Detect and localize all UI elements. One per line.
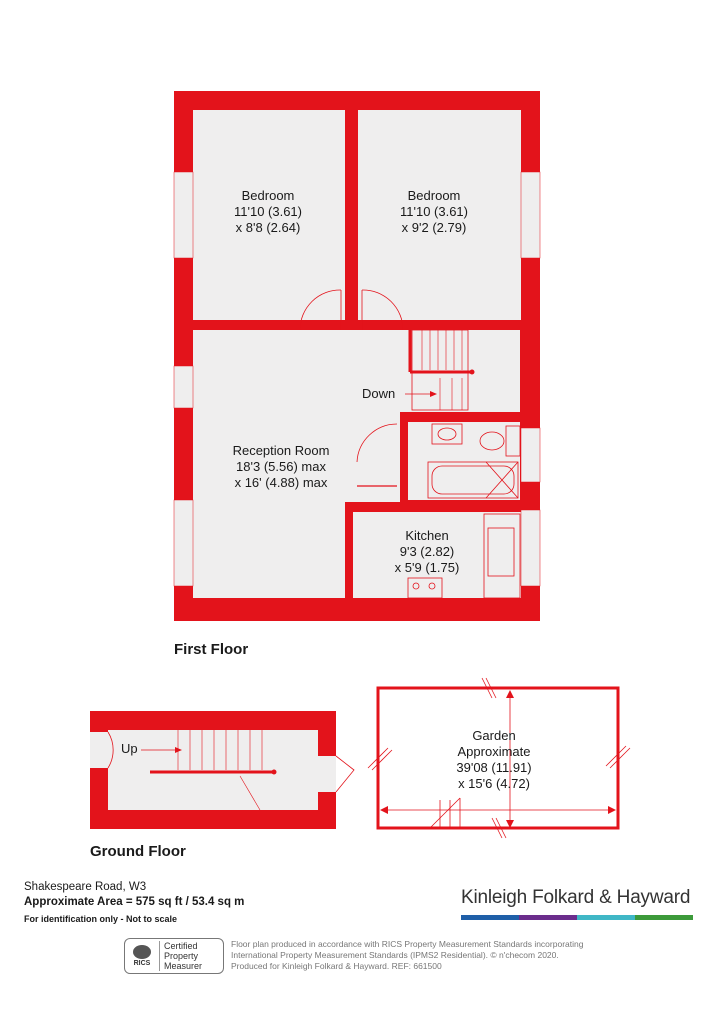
- first-floor-label: First Floor: [174, 641, 249, 658]
- room-dim-2: x 8'8 (2.64): [235, 220, 301, 235]
- rics-logo-icon: [125, 940, 159, 972]
- garden-plan: [368, 678, 630, 838]
- room-dim-1: 9'3 (2.82): [399, 544, 455, 559]
- garden-approx: Approximate: [457, 744, 531, 759]
- agent-logo-text: Kinleigh Folkard & Hayward: [461, 887, 691, 908]
- ground-floor-plan: [90, 711, 354, 860]
- room-dim-1: 11'10 (3.61): [233, 204, 303, 219]
- hall-floor: [343, 412, 400, 502]
- room-dim-2: x 16' (4.88) max: [234, 475, 328, 490]
- garden-name: Garden: [472, 728, 516, 743]
- ground-floor-hall: [108, 730, 318, 810]
- garden-dim-1: 39'08 (11.91): [456, 760, 532, 775]
- disclaimer: Floor plan produced in accordance with RICS Property Measurement Standards incorporating International Property Measurement Standards (IPMS2 Residential). © n'checom 2020. Produced for Kinleigh Folkard & Hayward. REF: 661500: [231, 939, 584, 971]
- rics-text: Certified Property Measurer: [159, 941, 202, 971]
- rics-badge: [124, 938, 224, 974]
- room-dim-2: x 5'9 (1.75): [394, 560, 460, 575]
- rics-word: RICS: [133, 960, 151, 967]
- room-name: Bedroom: [407, 188, 461, 203]
- brand-color-bars: [461, 915, 693, 920]
- garden-dim-2: x 15'6 (4.72): [458, 776, 530, 791]
- address-block: [24, 880, 244, 927]
- address: Shakespeare Road, W3: [24, 881, 147, 893]
- stair-label-down: Down: [362, 386, 396, 401]
- id-note: For identification only - Not to scale: [24, 914, 178, 924]
- approx-area: Approximate Area = 575 sq ft / 53.4 sq m: [24, 896, 245, 908]
- brand-bar: [577, 915, 635, 920]
- room-name: Kitchen: [405, 528, 449, 543]
- reception-floor-lower: [193, 412, 345, 598]
- stair-label-up: Up: [121, 741, 138, 756]
- bathroom-floor: [408, 422, 520, 500]
- room-name: Reception Room: [232, 443, 330, 458]
- room-dim-1: 18'3 (5.56) max: [236, 459, 326, 474]
- room-dim-1: 11'10 (3.61): [399, 204, 469, 219]
- room-dim-2: x 9'2 (2.79): [401, 220, 467, 235]
- brand-bar: [461, 915, 519, 920]
- brand-bar: [635, 915, 693, 920]
- ground-floor-label: Ground Floor: [90, 843, 186, 860]
- first-floor-plan: [174, 91, 540, 658]
- room-name: Bedroom: [241, 188, 295, 203]
- brand-bar: [519, 915, 577, 920]
